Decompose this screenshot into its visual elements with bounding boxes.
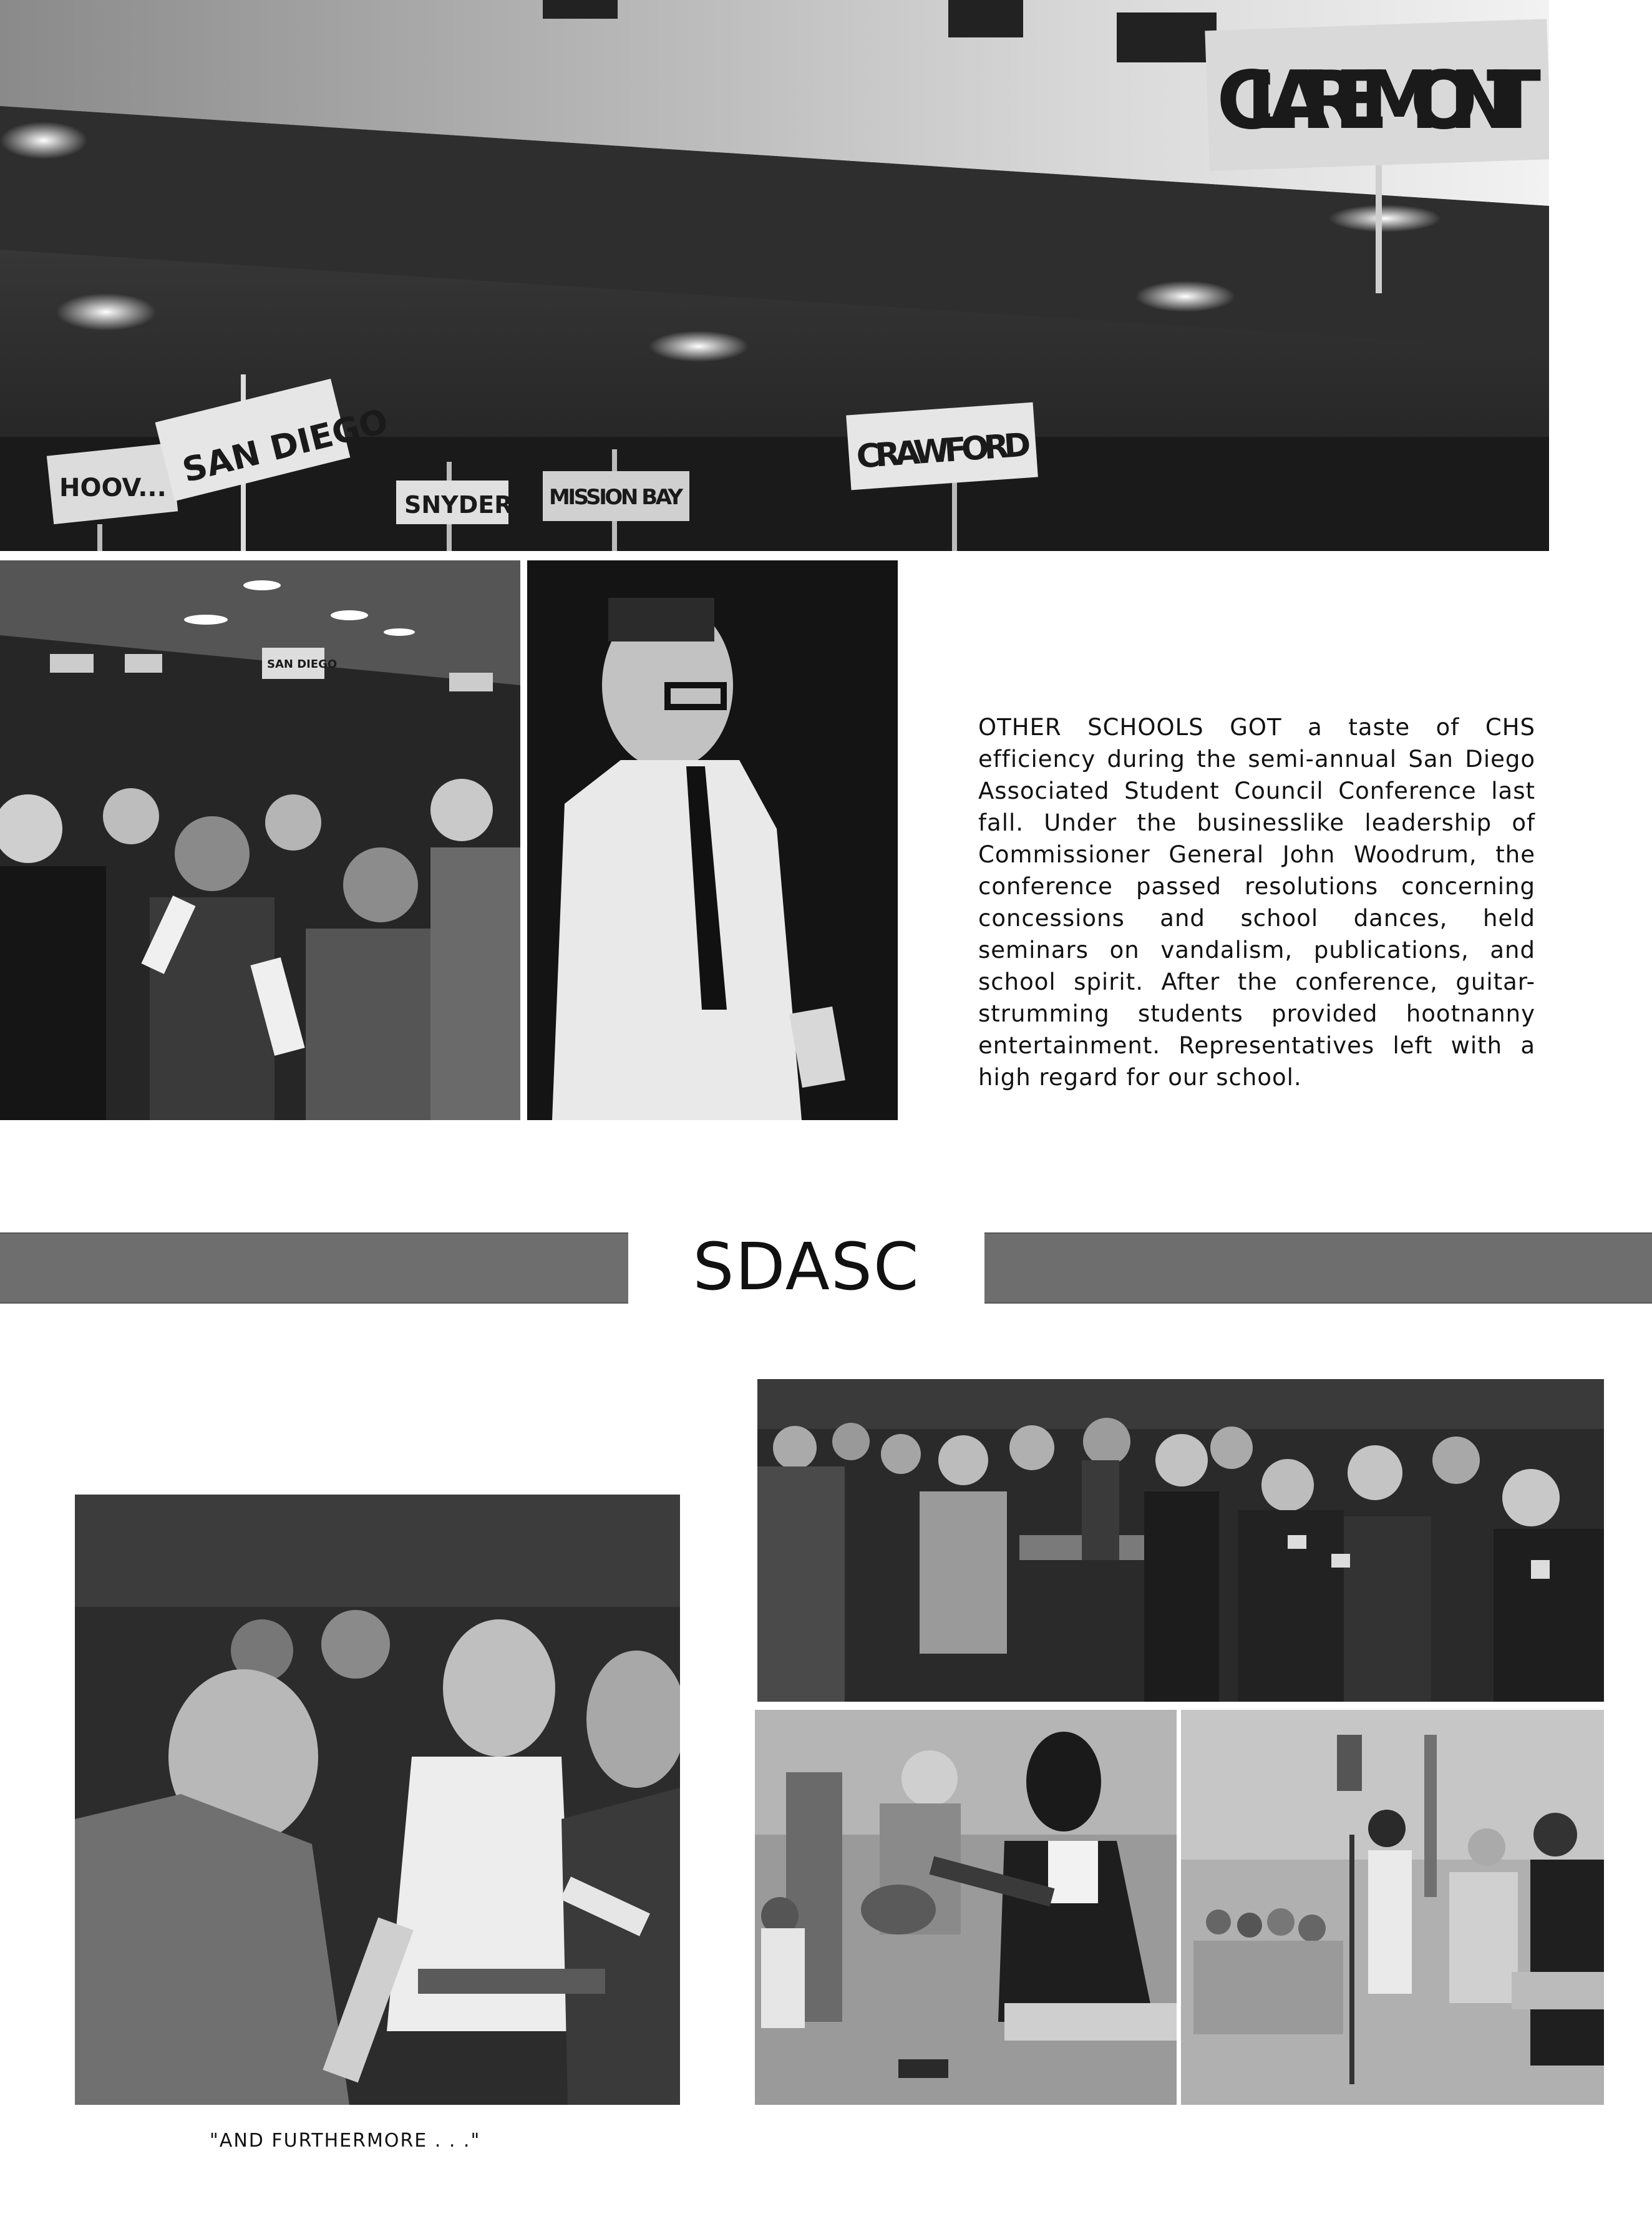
photo-audience-seated [0,560,520,1120]
sign-text: MISSION BAY [549,485,683,510]
sign-text: SAN DIEGO [267,658,338,671]
photo-caption: "AND FURTHERMORE . . ." [210,2130,481,2152]
article-body: OTHER SCHOOLS GOT a taste of CHS efficiency during the semi-annual San Diego Associated Student Council Conference last fall. Under the businesslike leadership of Commissioner General John Woodrum, the conference passed resolutions concerning concessions and school dances, held seminars on vandalism, publications, and school spirit. After the conference, guitar-strumming students provided hootnanny entertainment. Representatives left with a high regard for our school. [978,714,1535,1091]
sign-text: SNYDER [404,491,513,519]
sign-text: CLAIREMONT [1217,54,1541,147]
header-bar-left [0,1232,628,1304]
sign-text: SAN DIEGO [178,401,392,490]
photo-clapping-audience [757,1379,1604,1702]
sign-text: HOOV... [59,474,167,502]
sign-text: CRAWFORD [855,426,1032,476]
photo-hootenanny-performers [1181,1710,1604,2105]
section-title: SDASC [692,1229,920,1305]
photo-discussion [75,1495,680,2105]
photo-auditorium-signs [0,0,1549,551]
header-bar-right [984,1232,1652,1304]
photo-commissioner-general [527,560,898,1120]
photo-guitar-players [755,1710,1177,2105]
